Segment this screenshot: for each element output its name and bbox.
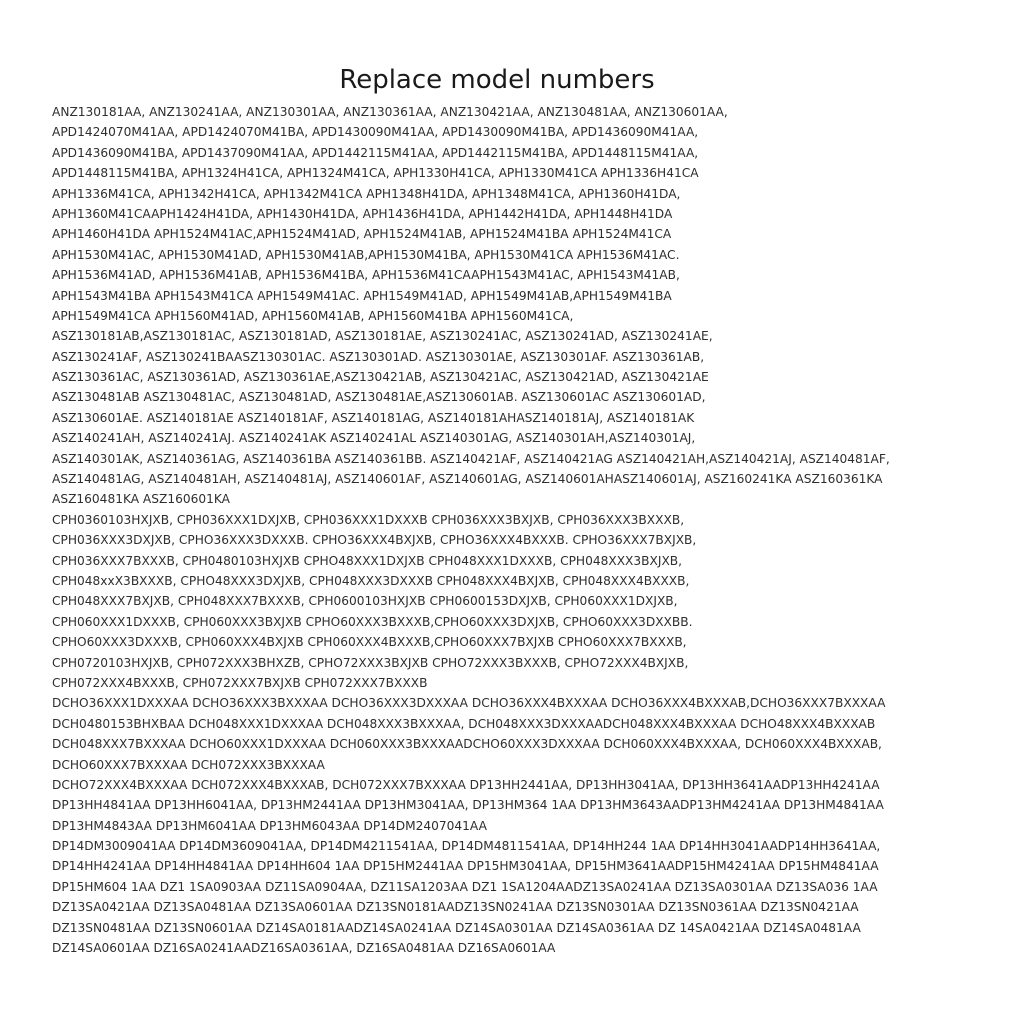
text-line: ASZ130481AB ASZ130481AC, ASZ130481AD, ASZ130481AE,ASZ130601AB. ASZ130601AC ASZ130601AD, [52, 390, 706, 405]
text-line: ANZ130181AA, ANZ130241AA, ANZ130301AA, ANZ130361AA, ANZ130421AA, ANZ130481AA, ANZ130601AA, [52, 105, 728, 119]
text-line: DP15HM604 1AA DZ1 1SA0903AA DZ11SA0904AA, DZ11SA1203AA DZ1 1SA1204AADZ13SA0241AA DZ13SA0301AA DZ13SA036 1AA [52, 879, 878, 894]
text-line: APD1436090M41BA, APD1437090M41AA, APD1442115M41AA, APD1442115M41BA, APD1448115M41AA, [52, 145, 699, 160]
text-line: DP13HM4843AA DP13HM6041AA DP13HM6043AA DP14DM2407041AA [52, 818, 487, 833]
text-line: DCH048XXX7BXXXAA DCHO60XXX1DXXXAA DCH060XXX3BXXXAADCHO60XXX3DXXXAA DCH060XXX4BXXXAA, DCH060XXX4BXXXAB, [52, 737, 882, 752]
text-line: CPH0360103HXJXB, CPH036XXX1DXJXB, CPH036XXX1DXXXB CPH036XXX3BXJXB, CPH036XXX3BXXXB, [52, 512, 685, 527]
text-line: CPH036XXX7BXXXB, CPH0480103HXJXB CPHO48XXX1DXJXB CPH048XXX1DXXXB, CPH048XXX3BXJXB, [52, 553, 683, 568]
text-line: CPH048XXX7BXJXB, CPH048XXX7BXXXB, CPH0600103HXJXB CPH0600153DXJXB, CPH060XXX1DXJXB, [52, 594, 678, 609]
text-line: DCHO72XXX4BXXXAA DCH072XXX4BXXXAB, DCH072XXX7BXXXAA DP13HH2441AA, DP13HH3041AA, DP13HH3641AADP13HH4241AA [52, 777, 880, 792]
text-line: APH1460H41DA APH1524M41AC,APH1524M41AD, APH1524M41AB, APH1524M41BA APH1524M41CA [52, 227, 672, 242]
text-line: CPH0720103HXJXB, CPH072XXX3BHXZB, CPHO72XXX3BXJXB CPHO72XXX3BXXXB, CPHO72XXX4BXJXB, [52, 655, 689, 670]
text-line: ASZ130601AE. ASZ140181AE ASZ140181AF, ASZ140181AG, ASZ140181AHASZ140181AJ, ASZ140181AK [52, 410, 695, 425]
text-line: APH1536M41AD, APH1536M41AB, APH1536M41BA, APH1536M41CAAPH1543M41AC, APH1543M41AB, [52, 268, 680, 283]
page-title: Replace model numbers [339, 65, 655, 95]
text-line: ASZ130241AF, ASZ130241BAASZ130301AC. ASZ130301AD. ASZ130301AE, ASZ130301AF. ASZ130361AB, [52, 349, 705, 364]
model-number-list [52, 102, 982, 958]
text-line: ASZ160481KA ASZ160601KA [52, 492, 230, 507]
text-line: APH1549M41CA APH1560M41AD, APH1560M41AB, APH1560M41BA APH1560M41CA, [52, 308, 574, 323]
text-line: APH1336M41CA, APH1342H41CA, APH1342M41CA APH1348H41DA, APH1348M41CA, APH1360H41DA, [52, 186, 681, 201]
text-line: APH1543M41BA APH1543M41CA APH1549M41AC. APH1549M41AD, APH1549M41AB,APH1549M41BA [52, 288, 672, 303]
text-line: DP14HH4241AA DP14HH4841AA DP14HH604 1AA DP15HM2441AA DP15HM3041AA, DP15HM3641AADP15HM4241AA DP15HM4841AA [52, 859, 879, 874]
text-line: DCHO60XXX7BXXXAA DCH072XXX3BXXXAA [52, 757, 325, 772]
text-line: DCH0480153BHXBAA DCH048XXX1DXXXAA DCH048XXX3BXXXAA, DCH048XXX3DXXXAADCH048XXX4BXXXAA DCHO48XXX4BXXXAB [52, 716, 876, 731]
text-line: APD1424070M41AA, APD1424070M41BA, APD1430090M41AA, APD1430090M41BA, APD1436090M41AA, [52, 125, 699, 140]
text-line: DZ14SA0601AA DZ16SA0241AADZ16SA0361AA, DZ16SA0481AA DZ16SA0601AA [52, 941, 556, 956]
text-line: ASZ130181AB,ASZ130181AC, ASZ130181AD, ASZ130181AE, ASZ130241AC, ASZ130241AD, ASZ130241AE, [52, 329, 713, 344]
text-line: ASZ140481AG, ASZ140481AH, ASZ140481AJ, ASZ140601AF, ASZ140601AG, ASZ140601AHASZ140601AJ, ASZ160241KA ASZ160361KA [52, 472, 883, 487]
text-line: CPH072XXX4BXXXB, CPH072XXX7BXJXB CPH072XXX7BXXXB [52, 675, 428, 690]
text-line: APH1360M41CAAPH1424H41DA, APH1430H41DA, APH1436H41DA, APH1442H41DA, APH1448H41DA [52, 206, 673, 221]
text-line: DP14DM3009041AA DP14DM3609041AA, DP14DM4211541AA, DP14DM4811541AA, DP14HH244 1AA DP14HH3041AADP14HH3641AA, [52, 839, 881, 854]
text-line: ASZ140301AK, ASZ140361AG, ASZ140361BA ASZ140361BB. ASZ140421AF, ASZ140421AG ASZ140421AH,ASZ140421AJ, ASZ140481AF, [52, 451, 890, 466]
text-line: APH1530M41AC, APH1530M41AD, APH1530M41AB,APH1530M41BA, APH1530M41CA APH1536M41AC. [52, 247, 680, 262]
text-line: APD1448115M41BA, APH1324H41CA, APH1324M41CA, APH1330H41CA, APH1330M41CA APH1336H41CA [52, 166, 699, 181]
text-line: CPH060XXX1DXXXB, CPH060XXX3BXJXB CPHO60XXX3BXXXB,CPHO60XXX3DXJXB, CPHO60XXX3DXXBB. [52, 614, 693, 629]
text-line: CPH048xxX3BXXXB, CPHO48XXX3DXJXB, CPH048XXX3DXXXB CPH048XXX4BXJXB, CPH048XXX4BXXXB, [52, 573, 690, 588]
text-line: DZ13SA0421AA DZ13SA0481AA DZ13SA0601AA DZ13SN0181AADZ13SN0241AA DZ13SN0301AA DZ13SN0361AA DZ13SN0421AA [52, 900, 859, 915]
text-line: ASZ130361AC, ASZ130361AD, ASZ130361AE,ASZ130421AB, ASZ130421AC, ASZ130421AD, ASZ130421AE [52, 370, 709, 385]
text-line: ASZ140241AH, ASZ140241AJ. ASZ140241AK ASZ140241AL ASZ140301AG, ASZ140301AH,ASZ140301AJ, [52, 431, 696, 446]
text-line: DCHO36XXX1DXXXAA DCHO36XXX3BXXXAA DCHO36XXX3DXXXAA DCHO36XXX4BXXXAA DCHO36XXX4BXXXAB,DCHO36XXX7BXXXAA [52, 696, 886, 711]
text-line: CPH036XXX3DXJXB, CPHO36XXX3DXXXB. CPHO36XXX4BXJXB, CPHO36XXX4BXXXB. CPHO36XXX7BXJXB, [52, 533, 697, 548]
text-line: DP13HH4841AA DP13HH6041AA, DP13HM2441AA DP13HM3041AA, DP13HM364 1AA DP13HM3643AADP13HM4241AA DP13HM4841AA [52, 798, 884, 813]
text-line: CPHO60XXX3DXXXB, CPH060XXX4BXJXB CPH060XXX4BXXXB,CPHO60XXX7BXJXB CPHO60XXX7BXXXB, [52, 635, 687, 650]
text-line: DZ13SN0481AA DZ13SN0601AA DZ14SA0181AADZ14SA0241AA DZ14SA0301AA DZ14SA0361AA DZ 14SA0421AA DZ14SA0481AA [52, 920, 861, 935]
